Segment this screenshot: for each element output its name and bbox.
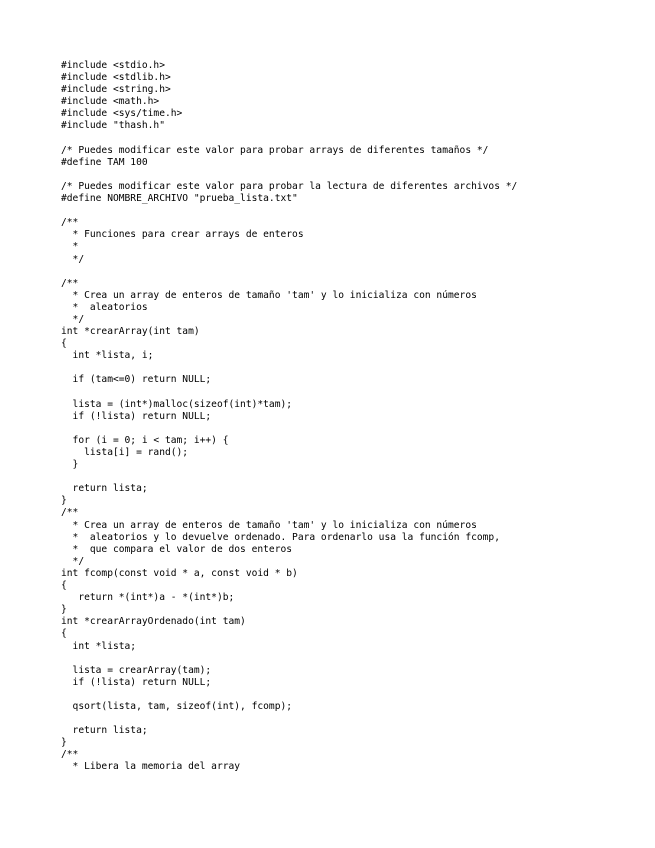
code-line: [61, 471, 517, 483]
code-line: #include "thash.h": [61, 120, 165, 132]
code-line: */: [61, 555, 85, 567]
code-line: [61, 653, 517, 665]
code-line: #define NOMBRE_ARCHIVO "prueba_lista.txt": [61, 193, 298, 205]
code-line: #include <stdlib.h>: [61, 72, 171, 84]
code-line: lista = (int*)malloc(sizeof(int)*tam);: [61, 398, 293, 410]
code-line: /* Puedes modificar este valor para probar arrays de diferentes tamaños */: [61, 144, 489, 156]
code-line: */: [61, 253, 85, 265]
code-line: * Crea un array de enteros de tamaño 'tam' y lo inicializa con números: [61, 519, 477, 531]
code-line: #define TAM 100: [61, 156, 148, 168]
code-line: {: [61, 628, 67, 640]
code-line: int *crearArray(int tam): [61, 326, 200, 338]
code-line: if (!lista) return NULL;: [61, 676, 212, 688]
code-line: int *lista;: [61, 640, 137, 652]
code-line: /**: [61, 749, 79, 761]
code-line: lista[i] = rand();: [61, 447, 189, 458]
code-line: [61, 169, 517, 181]
code-line: #include <stdio.h>: [61, 60, 165, 71]
code-line: int *lista, i;: [61, 350, 154, 362]
code-line: [61, 205, 517, 217]
code-line: * Crea un array de enteros de tamaño 'tam' y lo inicializa con números: [61, 289, 477, 301]
code-line: int *crearArrayOrdenado(int tam): [61, 616, 246, 628]
code-line: [61, 423, 517, 435]
code-line: [61, 133, 517, 145]
code-line: if (!lista) return NULL;: [61, 410, 212, 422]
code-line: [61, 713, 517, 725]
code-line: lista = crearArray(tam);: [61, 664, 212, 676]
code-line: /**: [61, 277, 79, 289]
code-line: [61, 362, 517, 374]
code-line: * que compara el valor de dos enteros: [61, 543, 293, 555]
code-line: }: [61, 459, 79, 471]
code-line: return lista;: [61, 483, 148, 495]
code-line: int fcomp(const void * a, const void * b): [61, 567, 298, 579]
code-line: [61, 266, 517, 278]
code-line: #include <sys/time.h>: [61, 108, 183, 120]
code-line: /* Puedes modificar este valor para probar la lectura de diferentes archivos */: [61, 180, 518, 192]
code-line: /**: [61, 507, 79, 519]
code-line: * aleatorios y lo devuelve ordenado. Para ordenarlo usa la función fcomp,: [61, 531, 500, 543]
code-line: return lista;: [61, 725, 148, 737]
code-line: for (i = 0; i < tam; i++) {: [61, 434, 229, 446]
code-line: [61, 387, 517, 399]
code-line: #include <string.h>: [61, 84, 171, 96]
code-line: return *(int*)a - *(int*)b;: [61, 592, 235, 604]
code-line: }: [61, 604, 67, 616]
code-line: [61, 689, 517, 701]
code-line: /**: [61, 217, 79, 229]
code-line: *: [61, 241, 79, 253]
source-code-block: [61, 60, 517, 774]
code-line: * Libera la memoria del array: [61, 761, 241, 773]
code-line: {: [61, 580, 67, 592]
code-line: {: [61, 338, 67, 350]
code-line: #include <math.h>: [61, 96, 160, 108]
code-line: * Funciones para crear arrays de enteros: [61, 229, 304, 241]
code-line: */: [61, 313, 85, 325]
code-line: if (tam<=0) return NULL;: [61, 374, 212, 386]
code-line: }: [61, 737, 67, 749]
code-line: }: [61, 495, 67, 507]
code-line: * aleatorios: [61, 301, 148, 313]
code-line: qsort(lista, tam, sizeof(int), fcomp);: [61, 700, 293, 712]
